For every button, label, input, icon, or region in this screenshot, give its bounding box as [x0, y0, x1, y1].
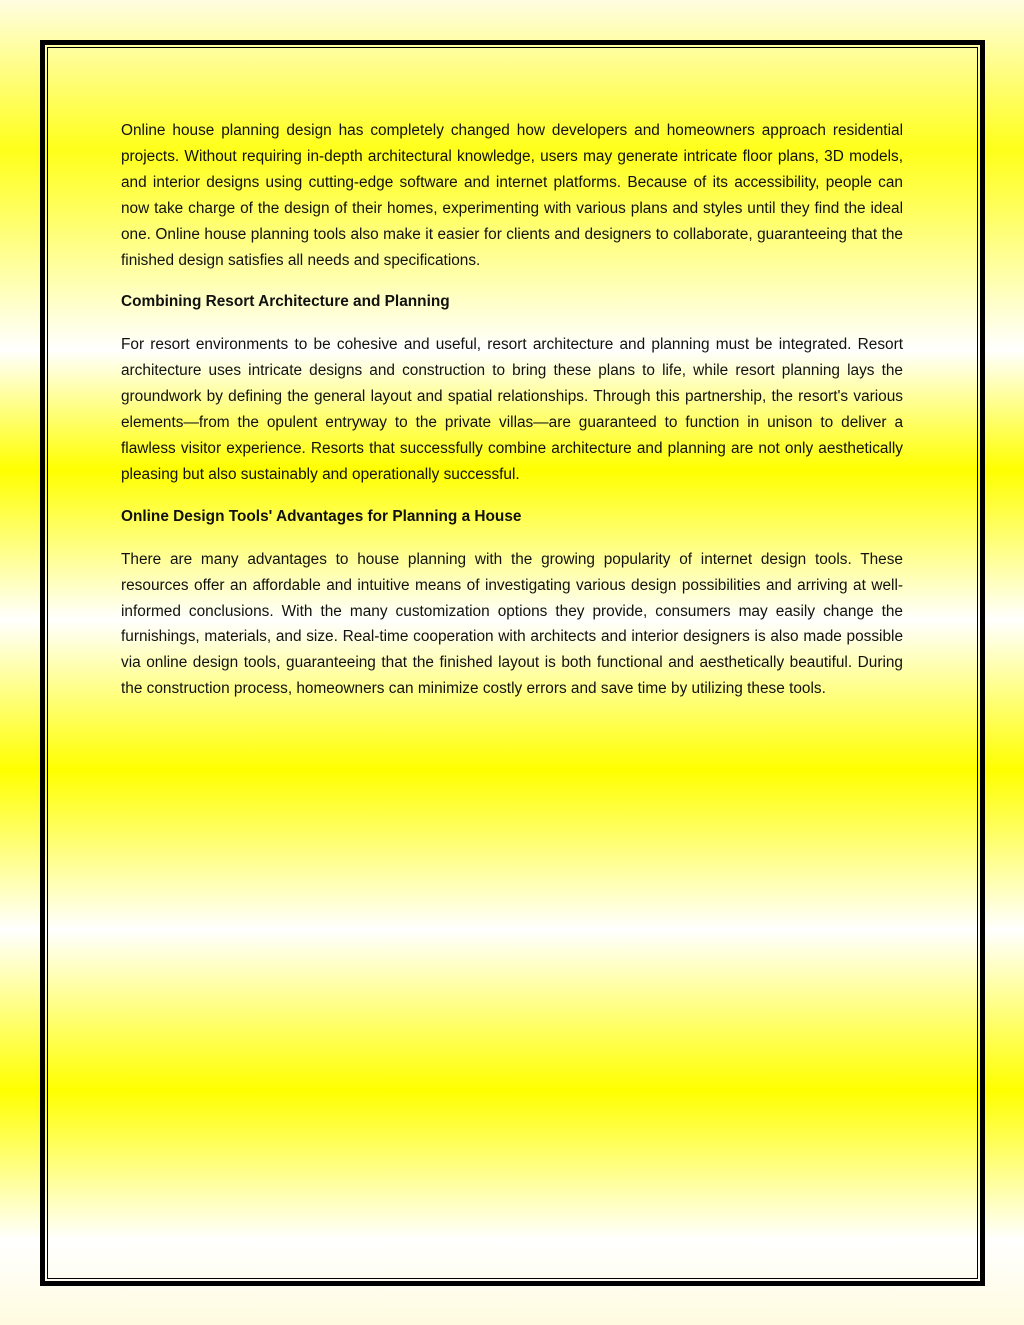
- section-heading-resort: Combining Resort Architecture and Planning: [121, 293, 450, 311]
- section-heading-tools: Online Design Tools' Advantages for Planning a House: [121, 507, 522, 525]
- tools-paragraph: There are many advantages to house planning with the growing popularity of internet design tools. These resources offer an affordable and intuitive means of investigating various design possibilities and arriving at well-informed conclusions. With the many customization options they provide, consumers may easily change the furnishings, materials, and size. Real-time cooperation with architects and interior designers is also made possible via online design tools, guaranteeing that the finished layout is both functional and aesthetically beautiful. During the construction process, homeowners can minimize costly errors and save time by utilizing these tools.: [121, 550, 903, 698]
- resort-paragraph: For resort environments to be cohesive and useful, resort architecture and planning must be integrated. Resort architecture uses intricate designs and construction to bring these plans to life, while resort planning lays the groundwork by defining the general layout and spatial relationships. Through this partnership, the resort's various elements—from the opulent entryway to the private villas—are guaranteed to function in unison to deliver a flawless visitor experience. Resorts that successfully combine architecture and planning are not only aesthetically pleasing but also sustainably and operationally successful.: [121, 336, 903, 483]
- document-body: [121, 118, 903, 718]
- intro-paragraph: Online house planning design has completely changed how developers and homeowners approach residential projects. Without requiring in-depth architectural knowledge, users may generate intricate floor plans, 3D models, and interior designs using cutting-edge software and internet platforms. Because of its accessibility, people can now take charge of the design of their homes, experimenting with various plans and styles until they find the ideal one. Online house planning tools also make it easier for clients and designers to collaborate, guaranteeing that the finished design satisfies all needs and specifications.: [121, 122, 903, 269]
